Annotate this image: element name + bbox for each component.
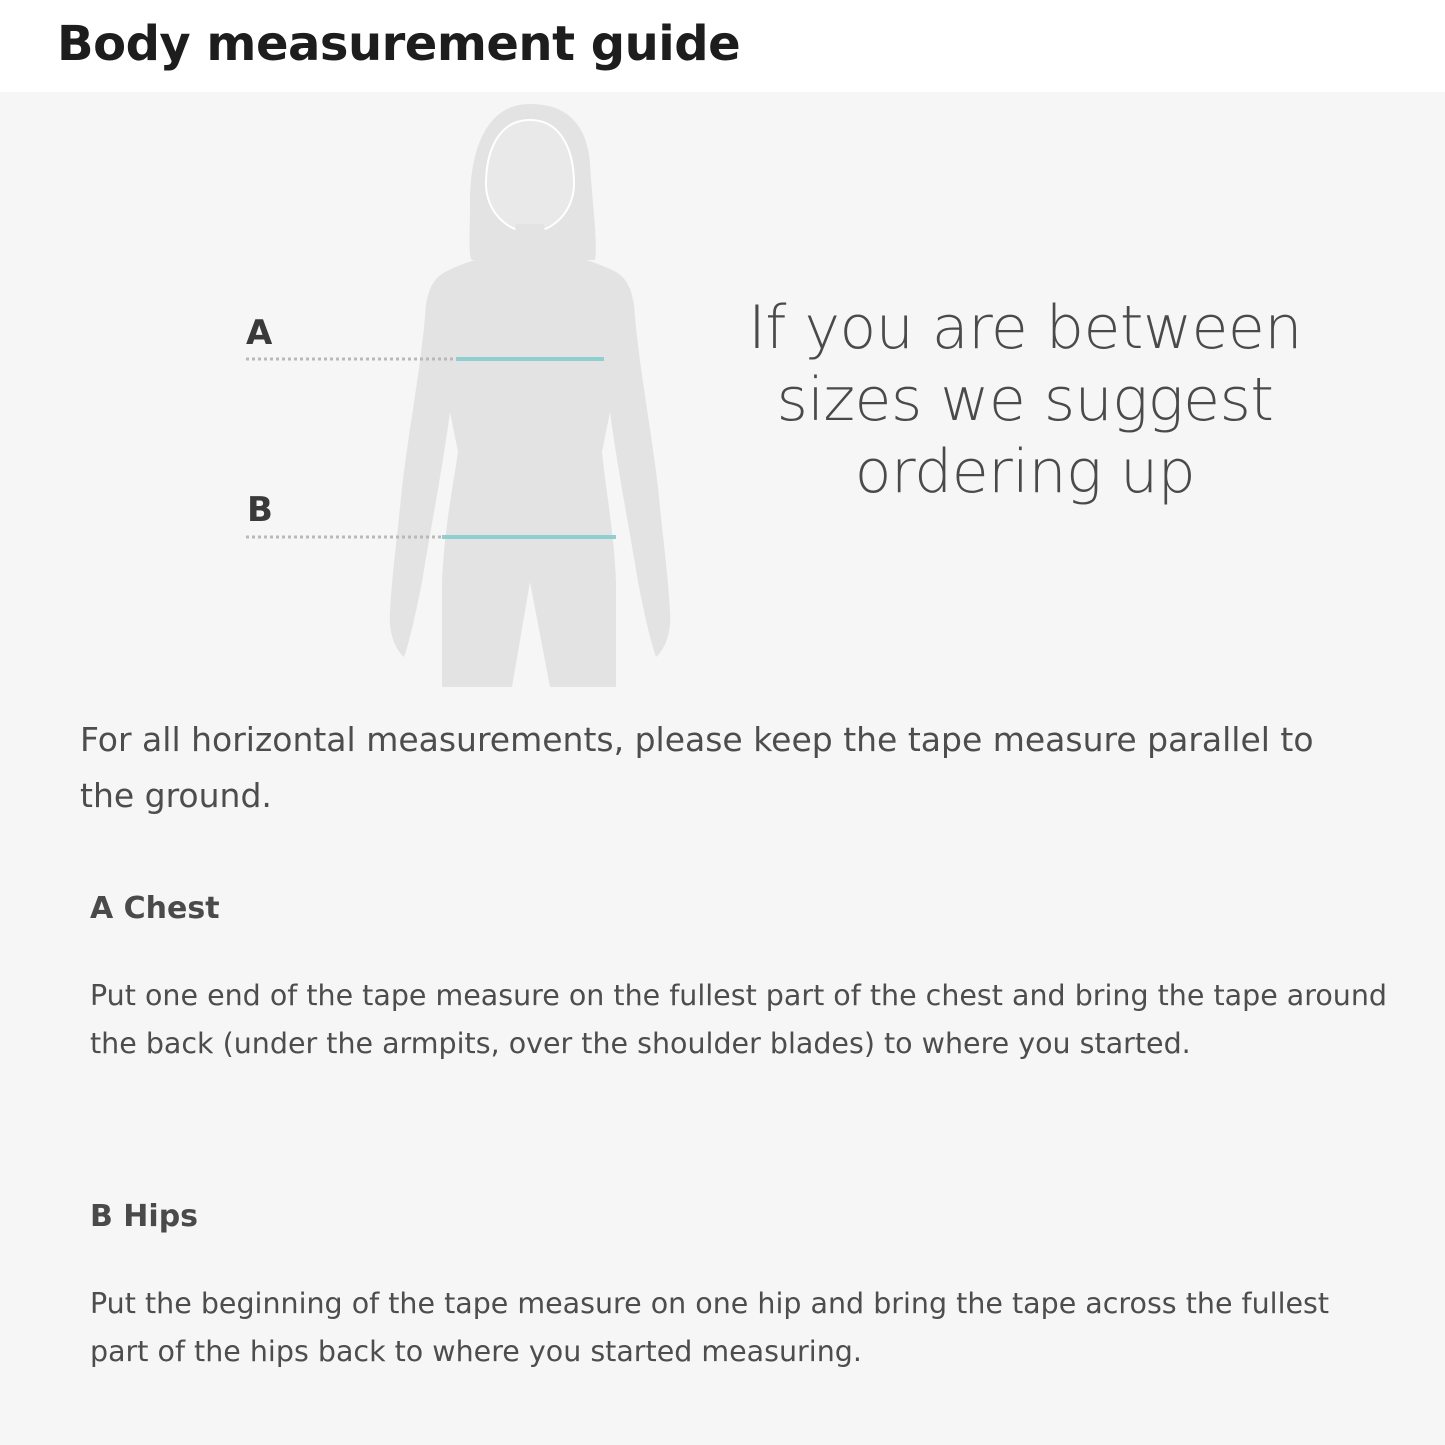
chest-marker-label: A: [246, 313, 273, 353]
page-title: Body measurement guide: [57, 16, 741, 72]
hips-section-body: Put the beginning of the tape measure on one hip and bring the tape across the fullest part of the hips back to where you started measuring.: [90, 1287, 1330, 1368]
measurement-guide-panel: [0, 92, 1445, 1445]
chest-section-body: Put one end of the tape measure on the fullest part of the chest and bring the tape around the back (under the armpits, over the shoulder blades) to where you started.: [90, 979, 1388, 1060]
hips-marker-label: B: [247, 490, 273, 530]
intro-text: For all horizontal measurements, please keep the tape measure parallel to the ground.: [80, 720, 1314, 815]
chest-section-title: A Chest: [90, 891, 220, 926]
sizing-tip: If you are between sizes we suggest ordering up: [748, 293, 1302, 507]
hips-section-title: B Hips: [90, 1199, 199, 1234]
